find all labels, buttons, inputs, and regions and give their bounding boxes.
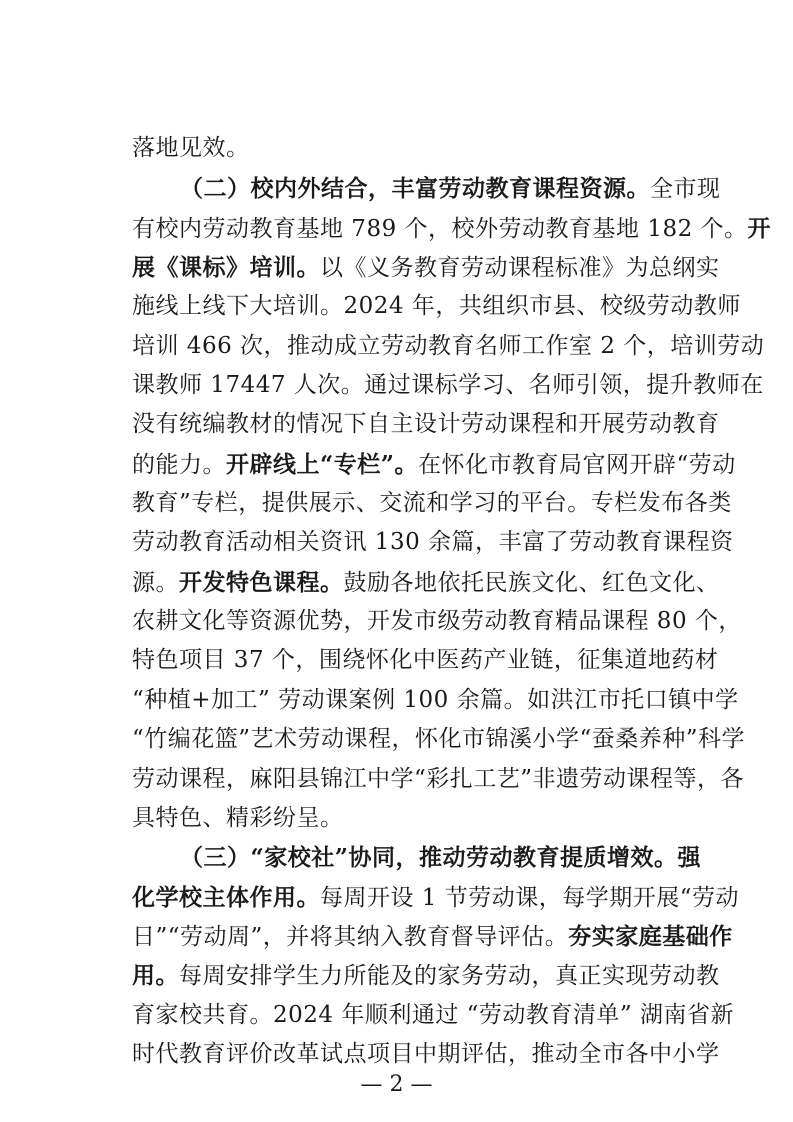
text-line xyxy=(132,959,720,992)
text-run: 在怀化市教育局官网开辟“劳动 xyxy=(417,452,736,478)
text-run: 的能力。 xyxy=(132,452,226,478)
text-run: 有校内劳动教育基地 789 个，校外劳动教育基地 182 个。 xyxy=(132,216,748,242)
text-line xyxy=(132,290,741,323)
bold-heading-run: 开发特色课程。 xyxy=(179,569,344,596)
bold-heading-run: 开辟线上“专栏”。 xyxy=(226,451,418,478)
text-run: 育家校共育。2024 年顺利通过 “劳动教育清单” 湖南省新 xyxy=(132,1002,734,1028)
text-run: 鼓励各地依托民族文化、红色文化、 xyxy=(343,570,720,596)
text-line xyxy=(132,212,772,245)
text-run: 农耕文化等资源优势，开发市级劳动教育精品课程 80 个， xyxy=(132,608,742,634)
text-line xyxy=(132,566,720,599)
text-line xyxy=(132,1038,720,1071)
page-number: — 2 — xyxy=(360,1072,433,1097)
text-line xyxy=(132,448,736,481)
text-line xyxy=(132,644,719,677)
text-line xyxy=(132,369,764,402)
text-line xyxy=(132,408,720,441)
text-run: 培训 466 次，推动成立劳动教育名师工作室 2 个，培训劳动 xyxy=(132,333,765,359)
text-line xyxy=(132,723,746,756)
bold-heading-run: （二）校内外结合，丰富劳动教育课程资源。 xyxy=(180,175,650,202)
text-run: 课教师 17447 人次。通过课标学习、名师引领，提升教师在 xyxy=(132,372,764,398)
bold-heading-run: 夯实家庭基础作 xyxy=(568,923,733,950)
text-run: 劳动课程，麻阳县锦江中学“彩扎工艺”非遗劳动课程等，各 xyxy=(132,766,745,792)
text-line xyxy=(132,330,765,363)
bold-heading-run: 开 xyxy=(747,215,772,242)
text-line xyxy=(132,526,734,559)
text-run: 时代教育评价改革试点项目中期评估，推动全市各中小学 xyxy=(132,1041,720,1067)
bold-heading-run: 展《课标》培训。 xyxy=(132,254,320,281)
text-line xyxy=(132,802,672,835)
text-line xyxy=(132,132,672,165)
text-line xyxy=(180,841,701,874)
text-line xyxy=(132,251,720,284)
text-run: 教育”专栏，提供展示、交流和学习的平台。专栏发布各类 xyxy=(132,490,732,516)
text-run: “竹编花篮”艺术劳动课程，怀化市锦溪小学“蚕桑养种”科学 xyxy=(132,726,746,752)
bold-heading-run: 用。 xyxy=(132,962,179,989)
bold-heading-run: （三）“家校社”协同，推动劳动教育提质增效。强 xyxy=(180,844,701,871)
text-line xyxy=(132,920,733,953)
text-run: 落地见效。 xyxy=(132,135,250,161)
text-run: 施线上线下大培训。2024 年，共组织市县、校级劳动教师 xyxy=(132,293,741,319)
text-run: 全市现 xyxy=(650,176,721,202)
text-line xyxy=(132,763,745,796)
text-line xyxy=(132,487,732,520)
text-line xyxy=(180,172,721,205)
text-line xyxy=(132,684,739,717)
text-run: 源。 xyxy=(132,570,179,596)
text-run: 劳动教育活动相关资讯 130 余篇，丰富了劳动教育课程资 xyxy=(132,529,734,555)
text-line xyxy=(132,881,740,914)
text-run: 日”“劳动周”，并将其纳入教育督导评估。 xyxy=(132,924,569,950)
text-run: 以《义务教育劳动课程标准》为总纲实 xyxy=(320,255,720,281)
text-run: 每周开设 1 节劳动课，每学期开展“劳动 xyxy=(320,885,740,911)
text-run: 特色项目 37 个，围绕怀化中医药产业链，征集道地药材 xyxy=(132,647,719,673)
text-run: “种植+加工” 劳动课案例 100 余篇。如洪江市托口镇中学 xyxy=(132,687,739,713)
text-line xyxy=(132,605,742,638)
text-line xyxy=(132,999,734,1032)
text-run: 没有统编教材的情况下自主设计劳动课程和开展劳动教育 xyxy=(132,411,720,437)
bold-heading-run: 化学校主体作用。 xyxy=(132,884,320,911)
text-run: 每周安排学生力所能及的家务劳动，真正实现劳动教 xyxy=(179,963,720,989)
text-run: 具特色、精彩纷呈。 xyxy=(132,805,344,831)
